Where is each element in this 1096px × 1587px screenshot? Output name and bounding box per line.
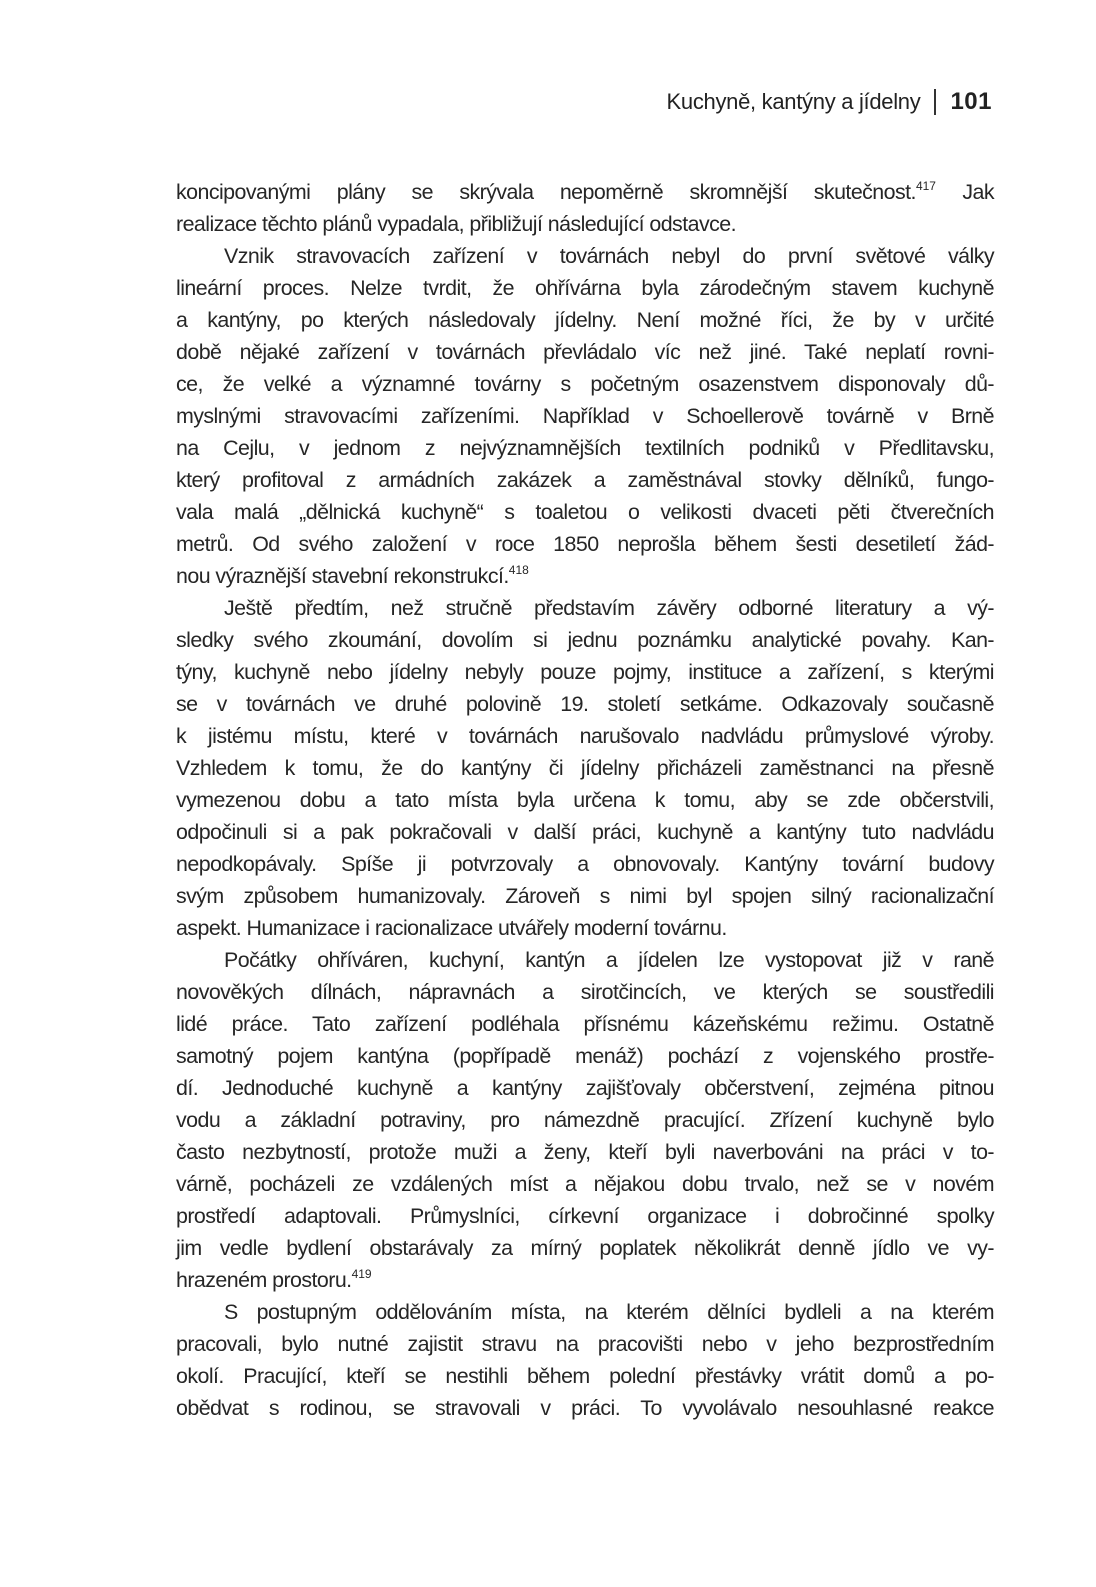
paragraph [176, 1296, 994, 1424]
text-line: odpočinuli si a pak pokračovali v další práci, kuchyně a kantýny tuto nadvládu [176, 820, 994, 844]
text-line: lineární proces. Nelze tvrdit, že ohřívárna byla zárodečným stavem kuchyně [176, 276, 994, 300]
text-line: Vznik stravovacích zařízení v továrnách nebyl do první světové války [224, 244, 994, 268]
paragraph [176, 240, 994, 592]
text-line: várně, pocházeli ze vzdálených míst a nějakou dobu trvalo, než se v novém [176, 1172, 994, 1196]
text-line: obědvat s rodinou, se stravovali v práci. To vyvolávalo nesouhlasné reakce [176, 1396, 994, 1420]
text-line: Vzhledem k tomu, že do kantýny či jídelny přicházeli zaměstnanci na přesně [176, 756, 994, 780]
text-line: lidé práce. Tato zařízení podléhala přísnému kázeňskému režimu. Ostatně [176, 1012, 994, 1036]
text-line: aspekt. Humanizace i racionalizace utvářely moderní továrnu. [176, 916, 727, 940]
chapter-title: Kuchyně, kantýny a jídelny [666, 89, 921, 114]
text-line: S postupným oddělováním místa, na kterém dělníci bydleli a na kterém [224, 1300, 994, 1324]
text-line: vodu a základní potraviny, pro námezdně pracující. Zřízení kuchyně bylo [176, 1108, 994, 1132]
page-number: 101 [950, 88, 992, 115]
text-line: nou výraznější stavební rekonstrukcí.$^{418}$ [176, 563, 529, 588]
text-line: metrů. Od svého založení v roce 1850 neprošla během šesti desetiletí žád- [176, 532, 994, 556]
text-line: realizace těchto plánů vypadala, přibližují následující odstavce. [176, 212, 736, 236]
text-line: sledky svého zkoumání, dovolím si jednu poznámku analytické povahy. Kan- [176, 628, 994, 652]
text-line: jim vedle bydlení obstarávaly za mírný poplatek několikrát denně jídlo ve vy- [176, 1236, 994, 1260]
text-line: době nějaké zařízení v továrnách převládalo víc než jiné. Také neplatí rovni- [176, 340, 994, 364]
footnote-ref[interactable]: 417 [915, 179, 936, 193]
text-line: se v továrnách ve druhé polovině 19. století setkáme. Odkazovaly současně [176, 692, 994, 716]
text-line: na Cejlu, v jednom z nejvýznamnějších textilních podniků v Předlitavsku, [176, 436, 994, 460]
paragraph [176, 176, 994, 240]
text-line: vymezenou dobu a tato místa byla určena k tomu, aby se zde občerstvili, [176, 788, 994, 812]
text-line: Počátky ohříváren, kuchyní, kantýn a jídelen lze vystopovat již v raně [224, 948, 994, 972]
text-line: koncipovanými plány se skrývala nepoměrně skromnější skutečnost.$^{417}$ Jak [176, 179, 994, 204]
text-line: svým způsobem humanizovaly. Zároveň s nimi byl spojen silný racionalizační [176, 884, 994, 908]
text-line: nepodkopávaly. Spíše ji potvrzovaly a obnovovaly. Kantýny tovární budovy [176, 852, 994, 876]
text-line: ce, že velké a významné továrny s početným osazenstvem disponovaly dů- [176, 372, 994, 396]
paragraph [176, 592, 994, 944]
text-line: a kantýny, po kterých následovaly jídelny. Není možné říci, že by v určité [176, 308, 994, 332]
text-line: dí. Jednoduché kuchyně a kantýny zajišťovaly občerstvení, zejména pitnou [176, 1076, 994, 1100]
body-text [176, 176, 994, 1424]
text-line: novověkých dílnách, nápravnách a sirotčincích, ve kterých se soustředili [176, 980, 994, 1004]
text-line: vala malá „dělnická kuchyně“ s toaletou o velikosti dvaceti pěti čtverečních [176, 500, 994, 524]
running-header [667, 88, 992, 116]
text-line: hrazeném prostoru.$^{419}$ [176, 1267, 372, 1292]
text-line: pracovali, bylo nutné zajistit stravu na pracovišti nebo v jeho bezprostředním [176, 1332, 994, 1356]
text-line: prostředí adaptovali. Průmyslníci, církevní organizace i dobročinné spolky [176, 1204, 994, 1228]
header-divider [934, 89, 936, 115]
text-line: okolí. Pracující, kteří se nestihli během polední přestávky vrátit domů a po- [176, 1364, 994, 1388]
text-line: často nezbytností, protože muži a ženy, kteří byli naverbováni na práci v to- [176, 1140, 994, 1164]
text-line: samotný pojem kantýna (popřípadě menáž) pochází z vojenského prostře- [176, 1044, 994, 1068]
text-line: Ještě předtím, než stručně představím závěry odborné literatury a vý- [224, 596, 994, 620]
paragraph [176, 944, 994, 1296]
text-line: který profitoval z armádních zakázek a zaměstnával stovky dělníků, fungo- [176, 468, 994, 492]
footnote-ref[interactable]: 419 [351, 1267, 372, 1281]
footnote-ref[interactable]: 418 [508, 563, 529, 577]
text-line: myslnými stravovacími zařízeními. Například v Schoellerově továrně v Brně [176, 404, 994, 428]
text-line: týny, kuchyně nebo jídelny nebyly pouze pojmy, instituce a zařízení, s kterými [176, 660, 994, 684]
text-line: k jistému místu, které v továrnách narušovalo nadvládu průmyslové výroby. [176, 724, 994, 748]
